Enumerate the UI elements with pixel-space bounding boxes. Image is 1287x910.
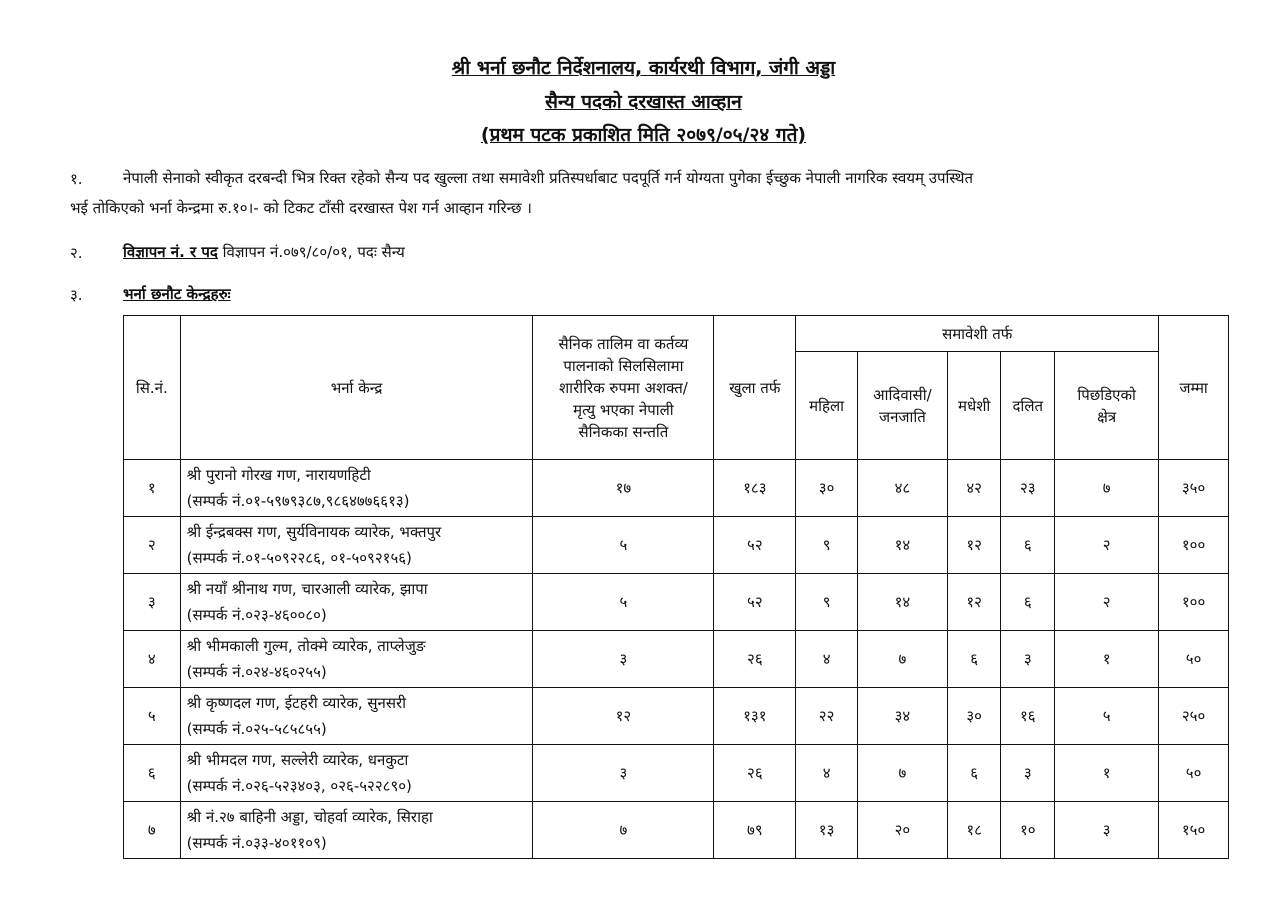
header-sainik-line3: शारीरिक रुपमा अशक्त/: [558, 378, 688, 397]
cell-pichhadiyeko: ३: [1055, 802, 1159, 859]
cell-madhesi: ६: [947, 631, 1001, 688]
cell-sn: ६: [124, 745, 181, 802]
cell-sainik: १२: [533, 688, 714, 745]
header-publish-date: (प्रथम पटक प्रकाशित मिति २०७९/०५/२४ गते): [480, 124, 807, 146]
cell-pichhadiyeko: ५: [1055, 688, 1159, 745]
cell-mahila: ९: [796, 574, 858, 631]
recruitment-centers-table: [123, 315, 1229, 859]
cell-center: [180, 745, 533, 802]
para2-number: २.: [70, 244, 83, 262]
cell-dalit: ६: [1001, 574, 1055, 631]
cell-adivasi: ७: [857, 631, 947, 688]
cell-sn: ४: [124, 631, 181, 688]
header-adivasi-line1: आदिवासी/: [873, 385, 932, 404]
center-name: श्री भीमदल गण, सल्लेरी व्यारेक, धनकुटा: [186, 751, 409, 769]
cell-madhesi: ६: [947, 745, 1001, 802]
table-row: [124, 574, 1229, 631]
cell-jamma: १००: [1159, 517, 1229, 574]
cell-center: [180, 574, 533, 631]
header-adivasi-line2: जनजाति: [878, 407, 926, 426]
header-center: भर्ना केन्द्र: [180, 316, 533, 460]
cell-khulla: २६: [714, 745, 796, 802]
cell-adivasi: ४८: [857, 460, 947, 517]
cell-sainik: ५: [533, 574, 714, 631]
cell-jamma: १५०: [1159, 802, 1229, 859]
header-pichhadiyeko-line1: पिछडिएको: [1077, 385, 1136, 404]
center-contact: (सम्पर्क नं.०२३-४६००८०): [186, 606, 327, 624]
cell-khulla: ७९: [714, 802, 796, 859]
center-contact: (सम्पर्क नं.०३३-४०११०९): [186, 834, 327, 852]
header-jamma: जम्मा: [1159, 316, 1229, 460]
cell-khulla: ५२: [714, 517, 796, 574]
cell-center: [180, 517, 533, 574]
cell-adivasi: ७: [857, 745, 947, 802]
para3-label: भर्ना छनौट केन्द्रहरुः: [123, 285, 231, 303]
cell-sainik: ५: [533, 517, 714, 574]
center-name: श्री ईन्द्रबक्स गण, सुर्यविनायक व्यारेक, भक्तपुर: [186, 523, 442, 541]
cell-madhesi: १२: [947, 517, 1001, 574]
header-title: श्री भर्ना छनौट निर्देशनालय, कार्यरथी विभाग, जंगी अड्डा: [451, 57, 836, 79]
table-row: [124, 688, 1229, 745]
cell-dalit: ३: [1001, 631, 1055, 688]
para1-number: १.: [70, 170, 83, 188]
table-row: [124, 802, 1229, 859]
cell-dalit: ६: [1001, 517, 1055, 574]
cell-sn: ३: [124, 574, 181, 631]
cell-adivasi: ३४: [857, 688, 947, 745]
cell-sainik: ३: [533, 745, 714, 802]
table-row: [124, 460, 1229, 517]
cell-sn: ५: [124, 688, 181, 745]
header-sainik-line4: मृत्यु भएका नेपाली: [573, 400, 674, 419]
cell-madhesi: ४२: [947, 460, 1001, 517]
center-name: श्री कृष्णदल गण, ईटहरी व्यारेक, सुनसरी: [186, 694, 407, 712]
cell-pichhadiyeko: २: [1055, 574, 1159, 631]
cell-center: [180, 631, 533, 688]
cell-pichhadiyeko: २: [1055, 517, 1159, 574]
cell-adivasi: १४: [857, 574, 947, 631]
cell-mahila: ४: [796, 631, 858, 688]
table-row: [124, 517, 1229, 574]
header-dalit: दलित: [1001, 352, 1055, 460]
cell-mahila: ९: [796, 517, 858, 574]
cell-pichhadiyeko: १: [1055, 745, 1159, 802]
cell-adivasi: २०: [857, 802, 947, 859]
cell-center: [180, 460, 533, 517]
cell-jamma: ५०: [1159, 631, 1229, 688]
cell-mahila: ४: [796, 745, 858, 802]
cell-sn: १: [124, 460, 181, 517]
cell-khulla: ५२: [714, 574, 796, 631]
header-subtitle: सैन्य पदको दरखास्त आव्हान: [545, 91, 742, 113]
cell-jamma: १००: [1159, 574, 1229, 631]
cell-khulla: १३१: [714, 688, 796, 745]
cell-sn: ७: [124, 802, 181, 859]
cell-khulla: २६: [714, 631, 796, 688]
cell-madhesi: ३०: [947, 688, 1001, 745]
header-sainik-line5: सैनिकका सन्तति: [578, 422, 669, 441]
center-name: श्री नं.२७ बाहिनी अड्डा, चोहर्वा व्यारेक, सिराहा: [186, 808, 433, 826]
cell-jamma: ३५०: [1159, 460, 1229, 517]
cell-jamma: ५०: [1159, 745, 1229, 802]
para2-text: विज्ञापन नं.०७९/८०/०१, पदः सैन्य: [217, 243, 405, 261]
cell-sainik: ३: [533, 631, 714, 688]
para3-number: ३.: [70, 286, 83, 304]
cell-madhesi: १८: [947, 802, 1001, 859]
cell-sn: २: [124, 517, 181, 574]
table-row: [124, 631, 1229, 688]
cell-sainik: ७: [533, 802, 714, 859]
center-contact: (सम्पर्क नं.०२५-५८५८५५): [186, 720, 327, 738]
cell-dalit: १०: [1001, 802, 1055, 859]
cell-dalit: २३: [1001, 460, 1055, 517]
cell-pichhadiyeko: ७: [1055, 460, 1159, 517]
center-contact: (सम्पर्क नं.०१-५९७९३८७,९८६४७७६६१३): [186, 492, 410, 510]
para2: [123, 237, 405, 267]
header-sainik-line1: सैनिक तालिम वा कर्तव्य: [558, 334, 689, 353]
cell-adivasi: १४: [857, 517, 947, 574]
cell-mahila: ३०: [796, 460, 858, 517]
para2-label: विज्ञापन नं. र पद: [123, 243, 218, 261]
header-samabeshi: समावेशी तर्फ: [796, 316, 1159, 352]
para1-text-cont: भई तोकिएको भर्ना केन्द्रमा रु.१०।- को टिकट टाँसी दरखास्त पेश गर्न आव्हान गरिन्छ ।: [70, 199, 532, 217]
header-adivasi: [857, 352, 947, 460]
cell-center: [180, 688, 533, 745]
cell-mahila: २२: [796, 688, 858, 745]
cell-pichhadiyeko: १: [1055, 631, 1159, 688]
para1-text: नेपाली सेनाको स्वीकृत दरबन्दी भित्र रिक्त रहेको सैन्य पद खुल्ला तथा समावेशी प्रतिस्पर्धाबाट पदपूर्ति गर्न योग्यता पुगेका ईच्छुक नेपाली नागरिक स्वयम् उपस्थित: [123, 169, 974, 187]
para3: [123, 279, 231, 309]
header-khulla: खुला तर्फ: [714, 316, 796, 460]
center-contact: (सम्पर्क नं.०१-५०९२२८६, ०१-५०९२१५६): [186, 549, 412, 567]
cell-madhesi: १२: [947, 574, 1001, 631]
header-sainik-line2: पालनाको सिलसिलामा: [563, 356, 684, 375]
cell-center: [180, 802, 533, 859]
cell-jamma: २५०: [1159, 688, 1229, 745]
header-pichhadiyeko-line2: क्षेत्र: [1097, 407, 1117, 426]
header-sainik: [533, 316, 714, 460]
cell-dalit: ३: [1001, 745, 1055, 802]
center-name: श्री पुरानो गोरख गण, नारायणहिटी: [186, 466, 371, 484]
center-contact: (सम्पर्क नं.०२४-४६०२५५): [186, 663, 327, 681]
cell-dalit: १६: [1001, 688, 1055, 745]
header-madhesi: मधेशी: [947, 352, 1001, 460]
cell-khulla: १८३: [714, 460, 796, 517]
cell-mahila: १३: [796, 802, 858, 859]
header-pichhadiyeko: [1055, 352, 1159, 460]
center-contact: (सम्पर्क नं.०२६-५२३४०३, ०२६-५२२८९०): [186, 777, 412, 795]
header-mahila: महिला: [796, 352, 858, 460]
table-body: [124, 460, 1229, 859]
center-name: श्री भीमकाली गुल्म, तोक्मे व्यारेक, ताप्लेजुङ: [186, 637, 426, 655]
header-sn: सि.नं.: [124, 316, 181, 460]
cell-sainik: १७: [533, 460, 714, 517]
table-row: [124, 745, 1229, 802]
center-name: श्री नयाँ श्रीनाथ गण, चारआली व्यारेक, झापा: [186, 580, 428, 598]
